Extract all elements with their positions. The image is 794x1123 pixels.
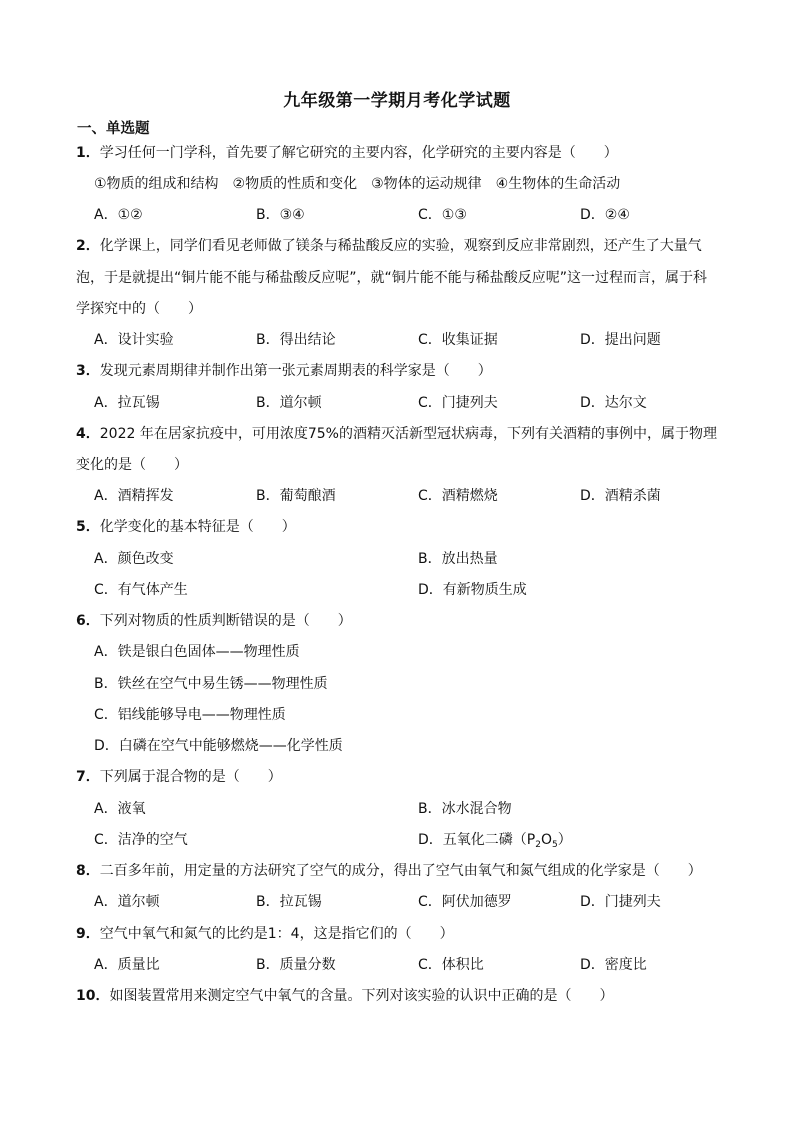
subscript-2: 2: [535, 840, 541, 850]
option-b: B．铁丝在空气中易生锈——物理性质: [94, 676, 328, 692]
question-6: [76, 611, 352, 631]
option-b: B．放出热量: [418, 551, 498, 567]
option-c: C．酒精燃烧: [418, 488, 498, 504]
option-d: D．酒精杀菌: [580, 488, 661, 504]
question-10: [76, 986, 613, 1006]
oxygen-symbol: O: [540, 832, 552, 848]
closing-paren: ）: [557, 832, 572, 848]
question-number: 1．: [76, 145, 100, 161]
question-2-line-2: 泡，于是就提出“铜片能不能与稀盐酸反应呢”，就“铜片能不能与稀盐酸反应呢”这一过程而言，属于科: [76, 270, 708, 286]
question-number: 7．: [76, 769, 100, 785]
option-d: D．白磷在空气中能够燃烧——化学性质: [94, 738, 343, 754]
question-9: [76, 924, 454, 944]
option-d: D．门捷列夫: [580, 894, 661, 910]
option-a: A．颜色改变: [94, 551, 174, 567]
option-c: C．阿伏加德罗: [418, 894, 512, 910]
question-text: 2022 年在居家抗疫中，可用浓度75%的酒精灭活新型冠状病毒，下列有关酒精的事例中，属于物理: [99, 426, 717, 442]
question-text: 发现元素周期律并制作出第一张元素周期表的科学家是（ ）: [99, 363, 492, 379]
option-d: D．有新物质生成: [418, 582, 527, 598]
option-d-text: D．五氧化二磷（P: [418, 832, 536, 848]
option-a: A．酒精挥发: [94, 488, 174, 504]
option-d: [418, 830, 572, 850]
option-d: D．达尔文: [580, 395, 647, 411]
option-d: D．②④: [580, 207, 630, 223]
option-c: C．门捷列夫: [418, 395, 498, 411]
option-a: A．铁是银白色固体——物理性质: [94, 644, 300, 660]
option-a: A．质量比: [94, 957, 160, 973]
option-c: C．铝线能够导电——物理性质: [94, 707, 286, 723]
question-text: 下列属于混合物的是（ ）: [99, 769, 282, 785]
option-a: A．①②: [94, 207, 143, 223]
option-c: C．洁净的空气: [94, 832, 188, 848]
section-heading: 一、单选题: [77, 121, 150, 137]
option-b: B．③④: [256, 207, 305, 223]
question-text: 下列对物质的性质判断错误的是（ ）: [99, 613, 352, 629]
subscript-5: 5: [552, 840, 558, 850]
option-a: A．道尔顿: [94, 894, 160, 910]
option-c: C．有气体产生: [94, 582, 188, 598]
question-1: [76, 143, 618, 163]
question-text: 如图装置常用来测定空气中氧气的含量。下列对该实验的认识中正确的是（ ）: [109, 988, 614, 1004]
question-number: 2．: [76, 238, 100, 254]
option-a: A．液氧: [94, 801, 146, 817]
question-8: [76, 861, 702, 881]
option-c: C．体积比: [418, 957, 484, 973]
question-text: 空气中氧气和氮气的比约是1：4，这是指它们的（ ）: [99, 926, 454, 942]
option-b: B．道尔顿: [256, 395, 322, 411]
question-2-line-3: 学探究中的（ ）: [76, 301, 202, 317]
question-7: [76, 767, 282, 787]
question-text: 化学课上，同学们看见老师做了镁条与稀盐酸反应的实验，观察到反应非常剧烈，还产生了大量气: [99, 238, 702, 254]
option-d: D．提出问题: [580, 332, 661, 348]
question-1-items: ①物质的组成和结构 ②物质的性质和变化 ③物体的运动规律 ④生物体的生命活动: [94, 176, 621, 192]
option-b: B．得出结论: [256, 332, 336, 348]
question-number: 3．: [76, 363, 100, 379]
option-b: B．葡萄酿酒: [256, 488, 336, 504]
option-d: D．密度比: [580, 957, 647, 973]
question-4: [76, 424, 717, 444]
question-4-line-2: 变化的是（ ）: [76, 457, 188, 473]
option-c: C．①③: [418, 207, 467, 223]
question-number: 8．: [76, 863, 100, 879]
question-number: 5．: [76, 519, 100, 535]
question-number: 6．: [76, 613, 100, 629]
question-3: [76, 361, 492, 381]
option-c: C．收集证据: [418, 332, 498, 348]
question-text: 二百多年前，用定量的方法研究了空气的成分，得出了空气由氧气和氮气组成的化学家是（ ）: [99, 863, 702, 879]
option-b: B．冰水混合物: [418, 801, 512, 817]
question-2: [76, 236, 702, 256]
question-text: 学习任何一门学科，首先要了解它研究的主要内容，化学研究的主要内容是（ ）: [99, 145, 618, 161]
question-text: 化学变化的基本特征是（ ）: [99, 519, 296, 535]
question-number: 4．: [76, 426, 100, 442]
option-a: A．拉瓦锡: [94, 395, 160, 411]
question-5: [76, 517, 296, 537]
option-b: B．拉瓦锡: [256, 894, 322, 910]
question-number: 9．: [76, 926, 100, 942]
exam-title: 九年级第一学期月考化学试题: [283, 91, 511, 111]
option-b: B．质量分数: [256, 957, 336, 973]
question-number: 10．: [76, 988, 110, 1004]
option-a: A．设计实验: [94, 332, 174, 348]
